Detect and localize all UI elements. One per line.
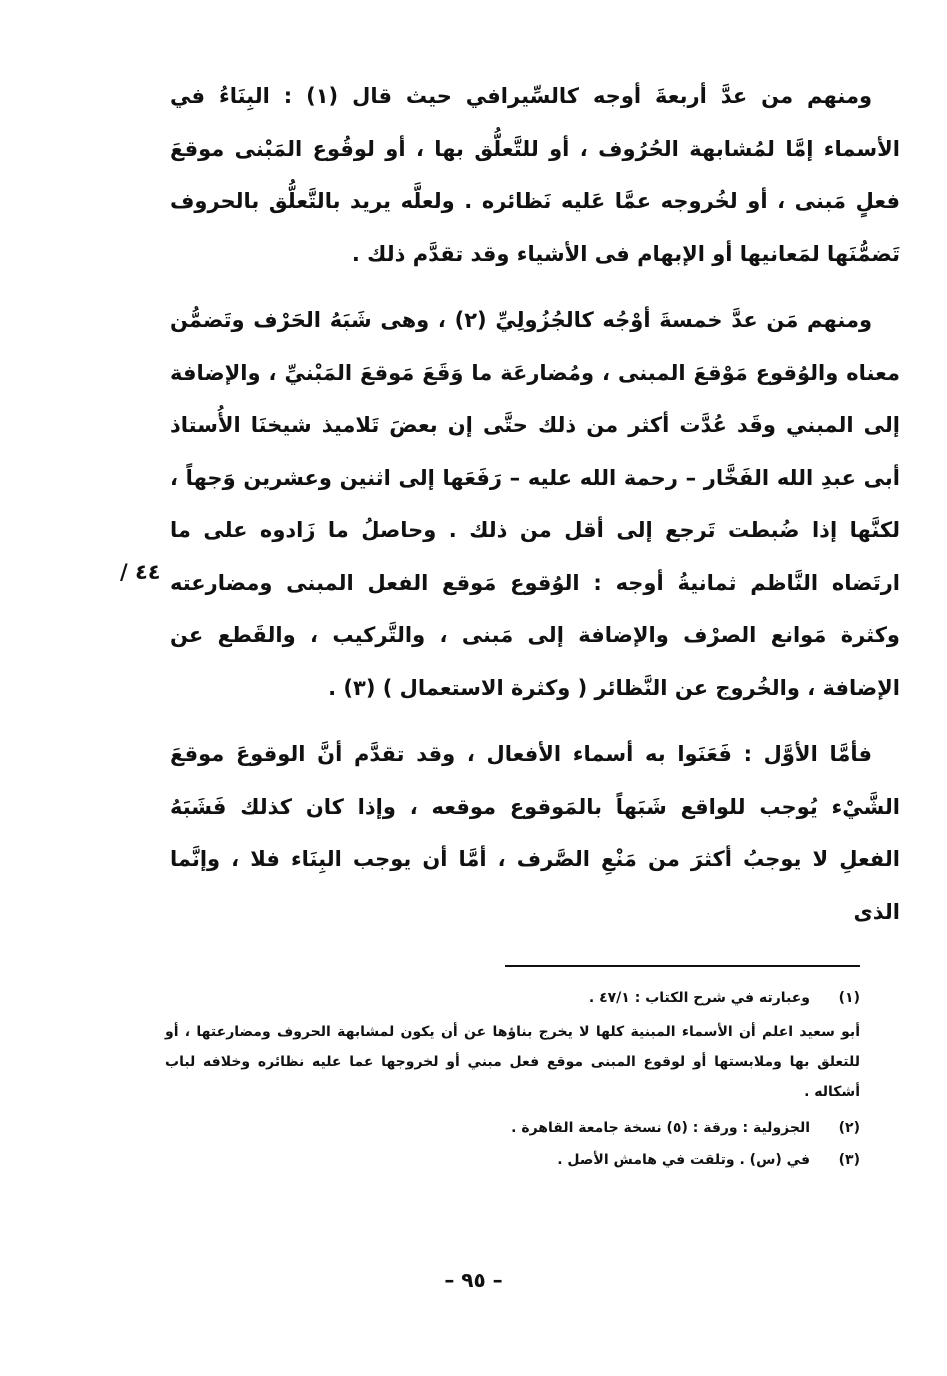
footnote-number: (٢) <box>838 1120 860 1136</box>
paragraph-1: ومنهم من عدَّ أربعةَ أوجه كالسِّيرافي حيث قال (١) : البِنَاءُ في الأسماء إمَّا لمُشابهة الحُرُوف ، أو للتَّعلُّق بها ، أو لوقُوع المَبْنى موقعَ فعلٍ مَبنى ، أو لخُروجه عمَّا عَليه نَظائره . ولعلَّه يريد بالتَّعلُّق بالحروف تَضمُّنَها لمَعانيها أو الإبهام فى الأشياء وقد تقدَّم ذلك . <box>170 84 900 266</box>
paragraph-2: ومنهم مَن عدَّ خمسةَ أوْجُه كالجُزُولِيِّ (٢) ، وهى شَبَهُ الحَرْف وتَضمُّن معناه والوُقوع مَوْقعَ المبنى ، ومُضارعَة ما وَقَعَ مَوقعَ المَبْنيِّ ، والإضافة إلى المبني وقَد عُدَّت أكثر من ذلك حتَّى إن بعضَ تَلاميذ شيخنَا الأُستاذ أبى عبدِ الله الفَخَّار – رحمة الله عليه – رَفَعَها إلى اثنين وعشرين وَجهاً ، لكنَّها إذا ضُبطت تَرجع إلى أقل من ذلك . وحاصلُ ما زَادوه على ما ارتَضاه النَّاظم ثمانيةُ أوجه : الوُقوع مَوقع الفعل المبنى ومضارعته وكثرة مَوانع الصرْف والإضافة إلى مَبنى ، والتَّركيب ، والقَطع عن الإضافة ، والخُروج عن النَّظائر ( وكثرة الاستعمال ) (٣) . <box>170 308 900 700</box>
footnote-text: الجزولية : ورقة : (٥) نسخة جامعة القاهرة . <box>511 1120 810 1136</box>
footnote-divider <box>505 965 860 967</box>
footnote-2 <box>165 1115 860 1141</box>
footnote-text: في (س) . وتلقت في هامش الأصل . <box>557 1152 810 1168</box>
footnote-text: وعبارته في شرح الكتاب : ٤٧/١ . <box>588 990 810 1006</box>
footnote-1-quotation: أبو سعيد اعلم أن الأسماء المبنية كلها لا يخرج بناؤها عن أن يكون لمشابهة الحروف ومضارعتها ، أو للتعلق بها وملابستها أو لوقوع المبنى موقع فعل مبني أو لخروجها عما عليه نظائره وخلافه لباب أشكاله . <box>165 1024 860 1100</box>
footnotes <box>165 985 860 1179</box>
page-number: – ٩٥ – <box>444 1268 503 1292</box>
footnote-number: (١) <box>838 990 860 1006</box>
footnote-1 <box>165 985 860 1011</box>
marginal-folio-note: / ٤٤ <box>120 560 161 584</box>
footnote-3 <box>165 1147 860 1173</box>
footnote-number: (٣) <box>838 1152 860 1168</box>
paragraph-3: فأمَّا الأوَّل : فَعَنَوا به أسماء الأفعال ، وقد تقدَّم أنَّ الوقوعَ موقعَ الشَّيْء يُوجب للواقع شَبَهاً بالمَوقوع موقعه ، وإذا كان كذلك فَشَبَهُ الفعلِ لا يوجبُ أكثرَ من مَنْعِ الصَّرف ، أمَّا أن يوجب البِنَاء فلا ، وإنَّما الذى <box>170 742 900 924</box>
main-text <box>170 70 900 952</box>
